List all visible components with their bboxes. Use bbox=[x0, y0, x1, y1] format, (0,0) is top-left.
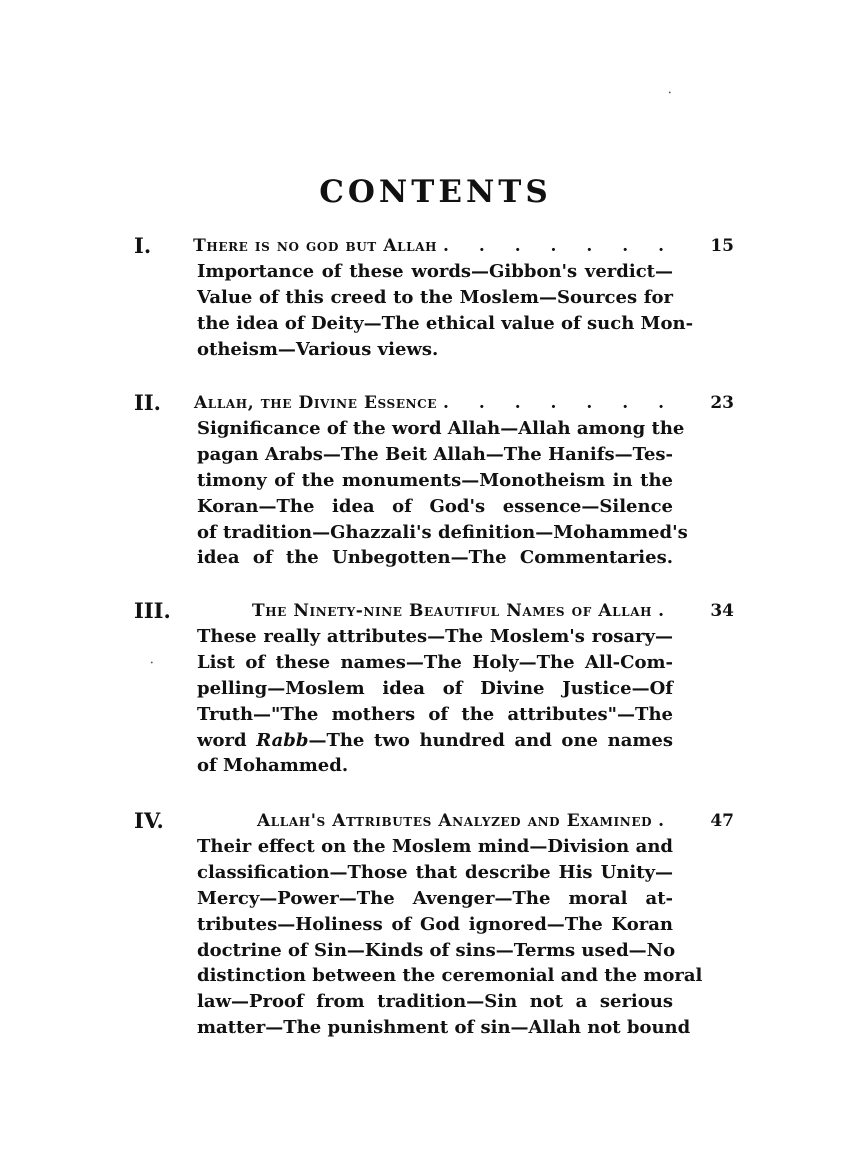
chapter-title[interactable] bbox=[257, 808, 676, 834]
summary-line-text: word Rabb—The two hundred and one names bbox=[197, 729, 673, 751]
chapter-summary bbox=[197, 624, 673, 779]
dot-leaders: . bbox=[658, 601, 676, 621]
summary-line: timony of the monuments—Monotheism in the bbox=[197, 469, 673, 491]
chapter-heading bbox=[0, 598, 850, 626]
summary-line: Truth—"The mothers of the attributes"—The bbox=[197, 703, 673, 725]
summary-line: These really attributes—The Moslem's rosary— bbox=[197, 626, 673, 647]
ink-speck: • bbox=[668, 90, 672, 97]
summary-line: tributes—Holiness of God ignored—The Koran bbox=[197, 913, 673, 935]
summary-line: otheism—Various views. bbox=[197, 338, 439, 360]
summary-line: Koran—The idea of God's essence—Silence bbox=[197, 495, 673, 517]
chapter-entry bbox=[0, 598, 850, 777]
summary-line: the idea of Deity—The ethical value of such Mon- bbox=[197, 312, 694, 334]
summary-line: classification—Those that describe His Unity— bbox=[197, 861, 673, 883]
ink-speck: • bbox=[150, 660, 154, 667]
chapter-entry bbox=[0, 808, 850, 1039]
chapter-summary bbox=[197, 259, 694, 363]
chapter-title-text: The Ninety-nine Beautiful Names of Allah bbox=[251, 601, 653, 621]
summary-line bbox=[197, 728, 673, 754]
summary-line: pagan Arabs—The Beit Allah—The Hanifs—Tes- bbox=[197, 443, 673, 465]
summary-line: distinction between the ceremonial and the moral bbox=[197, 965, 703, 987]
summary-line: List of these names—The Holy—The All-Com- bbox=[197, 651, 673, 673]
summary-line: matter—The punishment of sin—Allah not bound bbox=[197, 1017, 691, 1039]
dot-leaders: . bbox=[658, 811, 676, 831]
chapter-summary bbox=[197, 416, 688, 571]
italic-term: Rabb bbox=[256, 729, 309, 751]
chapter-page-number: 23 bbox=[710, 393, 734, 413]
chapter-title-text: Allah, the Divine Essence bbox=[194, 393, 438, 413]
chapter-title[interactable] bbox=[194, 390, 676, 416]
summary-line: of Mohammed. bbox=[197, 755, 349, 777]
chapter-numeral: I. bbox=[134, 233, 152, 258]
chapter-title-text: Allah's Attributes Analyzed and Examined bbox=[256, 811, 653, 831]
summary-line: Significance of the word Allah—Allah among the bbox=[197, 418, 685, 439]
chapter-entry bbox=[0, 233, 850, 360]
summary-line: idea of the Unbegotten—The Commentaries. bbox=[197, 547, 673, 569]
summary-line: Importance of these words—Gibbon's verdict— bbox=[197, 261, 673, 282]
summary-line: law—Proof from tradition—Sin not a serious bbox=[197, 991, 673, 1013]
chapter-numeral: II. bbox=[134, 390, 161, 415]
page-title: CONTENTS bbox=[319, 174, 552, 210]
chapter-numeral: III. bbox=[134, 598, 171, 623]
summary-line: of tradition—Ghazzali's definition—Mohammed's bbox=[197, 521, 688, 543]
summary-line: pelling—Moslem idea of Divine Justice—Of bbox=[197, 677, 673, 699]
chapter-title-text: There is no god but Allah bbox=[193, 236, 438, 256]
chapter-heading bbox=[0, 808, 850, 836]
summary-line: Value of this creed to the Moslem—Sources for bbox=[197, 286, 673, 308]
summary-line: Their effect on the Moslem mind—Division and bbox=[197, 836, 673, 857]
chapter-entry bbox=[0, 390, 850, 569]
chapter-title[interactable] bbox=[252, 598, 676, 624]
dot-leaders: . . . . . . . bbox=[443, 236, 676, 256]
dot-leaders: . . . . . . . bbox=[443, 393, 676, 413]
chapter-page-number: 47 bbox=[710, 811, 734, 831]
chapter-heading bbox=[0, 233, 850, 261]
chapter-summary bbox=[197, 834, 703, 1041]
chapter-title[interactable] bbox=[193, 233, 676, 259]
chapter-page-number: 15 bbox=[710, 236, 734, 256]
chapter-page-number: 34 bbox=[710, 601, 734, 621]
summary-line: doctrine of Sin—Kinds of sins—Terms used—No bbox=[197, 939, 676, 961]
chapter-numeral: IV. bbox=[134, 808, 164, 833]
summary-line: Mercy—Power—The Avenger—The moral at- bbox=[197, 887, 673, 909]
chapter-heading bbox=[0, 390, 850, 418]
